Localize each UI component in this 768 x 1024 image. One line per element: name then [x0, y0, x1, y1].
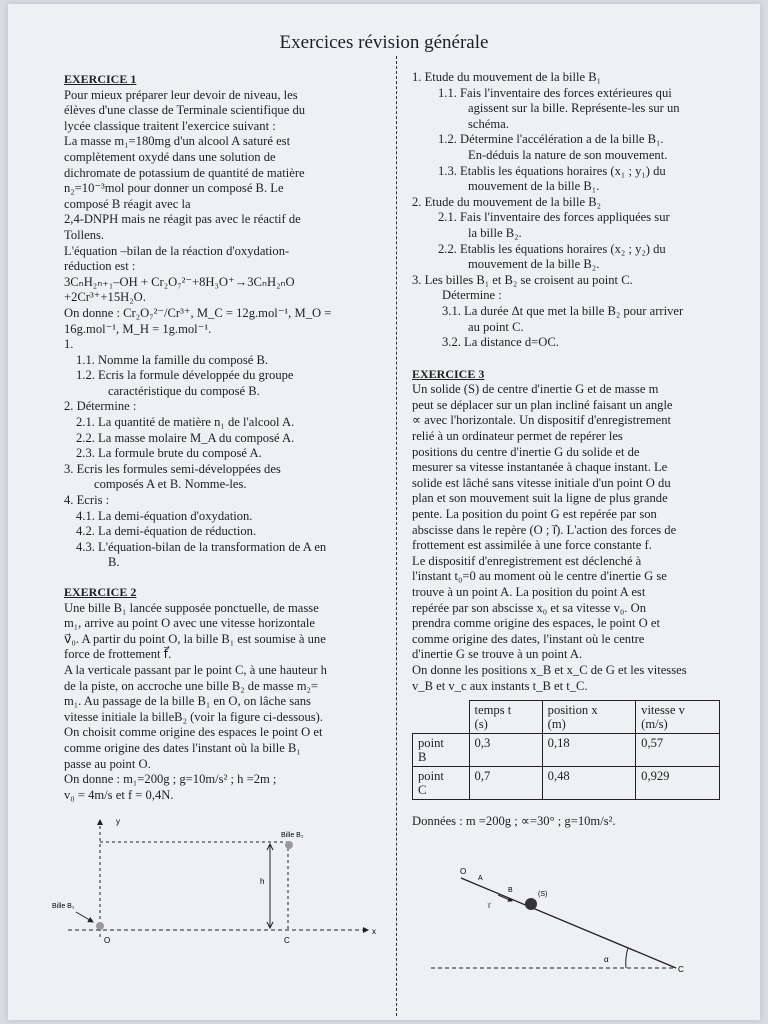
part-1-2: 1.2. Détermine l'accélération a de la bille B₁. [438, 132, 664, 147]
bille-b1 [96, 922, 104, 930]
text-line: abscisse dans le repère (O ; i⃗). L'action des forces de [412, 522, 677, 537]
text-line: ∝ avec l'horizontale. Un dispositif d'enregistrement [412, 413, 672, 428]
text-line: passe au point O. [64, 756, 151, 771]
page-title: Exercices révision générale [279, 32, 489, 53]
table-cell: 0,929 [636, 767, 720, 800]
text-line: frottement est assimilée à une force constante f. [412, 538, 652, 553]
alpha-label: α [604, 955, 609, 964]
worksheet-page [8, 4, 760, 1020]
text-line: comme origine des dates l'instant où la bille B₁ [64, 740, 301, 755]
text-line: Tollens. [64, 227, 105, 242]
question-3: 3. Ecris les formules semi-développées des [64, 461, 281, 476]
text-line: prendra comme origine des espaces, le point O et [412, 616, 660, 631]
text-line: relié à un ordinateur permet de repérer les [412, 429, 623, 444]
text-line: trouve à un point A. La position du point A est [412, 585, 646, 599]
i-label: i⃗ [488, 903, 490, 910]
text-line: d'inertie G se trouve à un point A. [412, 647, 583, 662]
table-header-row [413, 701, 720, 734]
equation-line: +2Cr³⁺+15H₂O. [64, 290, 146, 305]
part-1-3: 1.3. Etablis les équations horaires (x₁ ; y₁) du [438, 163, 666, 178]
part-3-2: 3.2. La distance d=OC. [442, 335, 559, 350]
part-2: 2. Etude du mouvement de la bille B₂ [412, 194, 602, 209]
text-line: v_B et v_c aux instants t_B et t_C. [412, 678, 588, 693]
table-cell: 0,48 [542, 767, 636, 800]
o-label: O [104, 936, 111, 945]
part-3: 3. Les billes B₁ et B₂ se croisent au point C. [412, 272, 633, 287]
part-1: 1. Etude du mouvement de la bille B₁ [412, 70, 602, 84]
text-line: élèves d'une classe de Terminale scientifique du [64, 103, 306, 118]
h-label: h [260, 877, 265, 886]
question-number: 1. [64, 337, 74, 352]
question-1-2-cont: caractéristique du composé B. [108, 383, 260, 398]
text-line: Une bille B₁ lancée supposée ponctuelle, de masse [64, 600, 319, 615]
text-line: v⃗₀. A partir du point O, la bille B₁ est soumise à une [64, 631, 326, 646]
text-line: On donne les positions x_B et x_C de G et les vitesses [412, 662, 687, 677]
question-4-2: 4.2. La demi-équation de réduction. [76, 524, 257, 539]
question-1-1: 1.1. Nomme la famille du composé B. [76, 352, 269, 367]
table-header: vitesse v (m/s) [636, 701, 720, 734]
question-3-cont: composés A et B. Nomme-les. [94, 477, 247, 492]
bille-b2-label: Bille B₂ [281, 832, 304, 839]
exercise-3-text [412, 382, 728, 694]
part-2-1: 2.1. Fais l'inventaire des forces appliquées sur [438, 210, 670, 225]
part-1-3-cont: mouvement de la bille B₁. [468, 179, 600, 194]
question-4-1: 4.1. La demi-équation d'oxydation. [76, 508, 253, 523]
question-4-3-cont: B. [108, 555, 120, 570]
exercise-1-intro [64, 88, 376, 353]
part-1-1: 1.1. Fais l'inventaire des forces extérieures qui [438, 85, 672, 100]
exercise-2-text [64, 601, 376, 804]
exercise-3-figure [426, 864, 696, 984]
question-2-3: 2.3. La formule brute du composé A. [76, 446, 262, 461]
x-label: x [372, 927, 376, 936]
y-label: y [116, 817, 120, 826]
table-cell: point C [413, 767, 470, 800]
text-line: dichromate de potassium de quantité de matière [64, 165, 305, 180]
text-line: composé B réagit avec la [64, 196, 191, 211]
angle-arc [626, 948, 628, 968]
text-line: de la piste, on accroche une bille B₂ de masse m₂= [64, 678, 319, 693]
part-1-2-cont: En-déduis la nature de son mouvement. [468, 147, 668, 162]
text-line: On donne : Cr₂O₇²⁻/Cr³⁺, M_C = 12g.mol⁻¹, M_O = [64, 305, 332, 320]
exercise-2-heading: EXERCICE 2 [64, 585, 137, 599]
exercise-3-heading: EXERCICE 3 [412, 366, 485, 381]
text-line: pente. La position du point G est repérée par son [412, 507, 657, 522]
text-line: On donne : m₁=200g ; g=10m/s² ; h =2m ; [64, 772, 277, 787]
text-line: complètement oxydé dans une solution de [64, 149, 276, 164]
text-line: m₁, arrive au point O avec une vitesse horizontale [64, 616, 315, 631]
a-label: A [478, 875, 483, 882]
left-column [64, 72, 376, 803]
inclined-plane [461, 878, 676, 968]
text-line: v₀ = 4m/s et f = 0,4N. [64, 787, 174, 802]
part-2-2-cont: mouvement de la bille B₂. [468, 257, 600, 272]
text-line: mesurer sa vitesse instantanée à chaque instant. Le [412, 460, 668, 475]
question-4-3: 4.3. L'équation-bilan de la transformation de A en [76, 539, 327, 554]
equation-line: 3CₙH₂ₙ₊₁–OH + Cr₂O₇²⁻+8H₃O⁺→3CₙH₂ₙO [64, 274, 295, 289]
b-label: B [508, 887, 513, 894]
text-line: lycée classique traitent l'exercice suivant : [64, 118, 276, 133]
c-label: C [284, 936, 290, 945]
table-header: temps t (s) [469, 701, 542, 734]
text-line: Le dispositif d'enregistrement est déclenché à [412, 553, 642, 568]
question-1-2: 1.2. Ecris la formule développée du groupe [76, 368, 294, 383]
text-line: peut se déplacer sur un plan incliné faisant un angle [412, 397, 673, 412]
part-3-1-cont: au point C. [468, 319, 524, 334]
measurements-table [412, 700, 720, 800]
right-column [412, 70, 728, 830]
table-cell: 0,57 [636, 734, 720, 767]
text-line: On choisit comme origine des espaces le point O et [64, 725, 323, 740]
question-2: 2. Détermine : [64, 399, 137, 414]
solid-s [525, 898, 537, 910]
text-line: l'instant t₀=0 au moment où le centre d'inertie G se [412, 569, 667, 584]
text-line: Un solide (S) de centre d'inertie G et de masse m [412, 382, 659, 397]
part-3-1: 3.1. La durée Δt que met la bille B₂ pour arriver [442, 303, 684, 318]
text-line: n₂=10⁻³mol pour donner un composé B. Le [64, 181, 284, 196]
question-2-1: 2.1. La quantité de matière n₁ de l'alcool A. [76, 415, 295, 430]
text-line: repérée par son abscisse x₀ et sa vitesse v₀. On [412, 600, 646, 615]
text-line: La masse m₁=180mg d'un alcool A saturé est [64, 134, 291, 149]
part-2-2: 2.2. Etablis les équations horaires (x₂ ; y₂) du [438, 241, 666, 256]
table-row [413, 767, 720, 800]
text-line: force de frottement f⃗. [64, 647, 172, 662]
c-label: C [678, 965, 684, 974]
table-cell [413, 701, 470, 734]
table-cell: point B [413, 734, 470, 767]
bille-b2 [285, 841, 293, 849]
text-line: plan et son mouvement suit la ligne de plus grande [412, 491, 668, 506]
text-line: L'équation –bilan de la réaction d'oxydation- [64, 243, 290, 258]
table-cell: 0,3 [469, 734, 542, 767]
bille-b1-label: Bille B₁ [52, 903, 75, 910]
table-cell: 0,7 [469, 767, 542, 800]
table-header: position x (m) [542, 701, 636, 734]
part-1-1-cont: schéma. [468, 116, 509, 131]
text-line: vitesse initiale la billeB₂ (voir la figure ci-dessous). [64, 709, 323, 724]
table-cell: 0,18 [542, 734, 636, 767]
o-label: O [460, 867, 467, 876]
given-data: Données : m =200g ; ∝=30° ; g=10m/s². [412, 814, 616, 829]
text-line: 16g.mol⁻¹, M_H = 1g.mol⁻¹. [64, 321, 212, 336]
text-line: comme origine des dates, l'instant où le centre [412, 631, 645, 646]
question-2-2: 2.2. La masse molaire M_A du composé A. [76, 430, 295, 445]
part-3-cont: Détermine : [442, 288, 502, 303]
exercise-1-heading: EXERCICE 1 [64, 72, 137, 86]
question-4: 4. Ecris : [64, 493, 110, 508]
text-line: solide est lâché sans vitesse initiale d'un point O du [412, 475, 671, 490]
exercise-2-figure [38, 812, 388, 952]
text-line: 2,4-DNPH mais ne réagit pas avec le réactif de [64, 212, 301, 227]
text-line: A la verticale passant par le point C, à une hauteur h [64, 662, 327, 677]
text-line: réduction est : [64, 259, 136, 274]
s-label: (S) [538, 891, 548, 898]
part-1-1-cont: agissent sur la bille. Représente-les sur un [468, 101, 680, 116]
column-divider [396, 56, 397, 1016]
text-line: positions du centre d'inertie G du solide et de [412, 444, 640, 459]
text-line: m₁. Au passage de la bille B₁ en O, on lâche sans [64, 694, 311, 709]
table-row [413, 734, 720, 767]
part-2-1-cont: la bille B₂. [468, 225, 522, 240]
text-line: Pour mieux préparer leur devoir de niveau, les [64, 87, 298, 102]
